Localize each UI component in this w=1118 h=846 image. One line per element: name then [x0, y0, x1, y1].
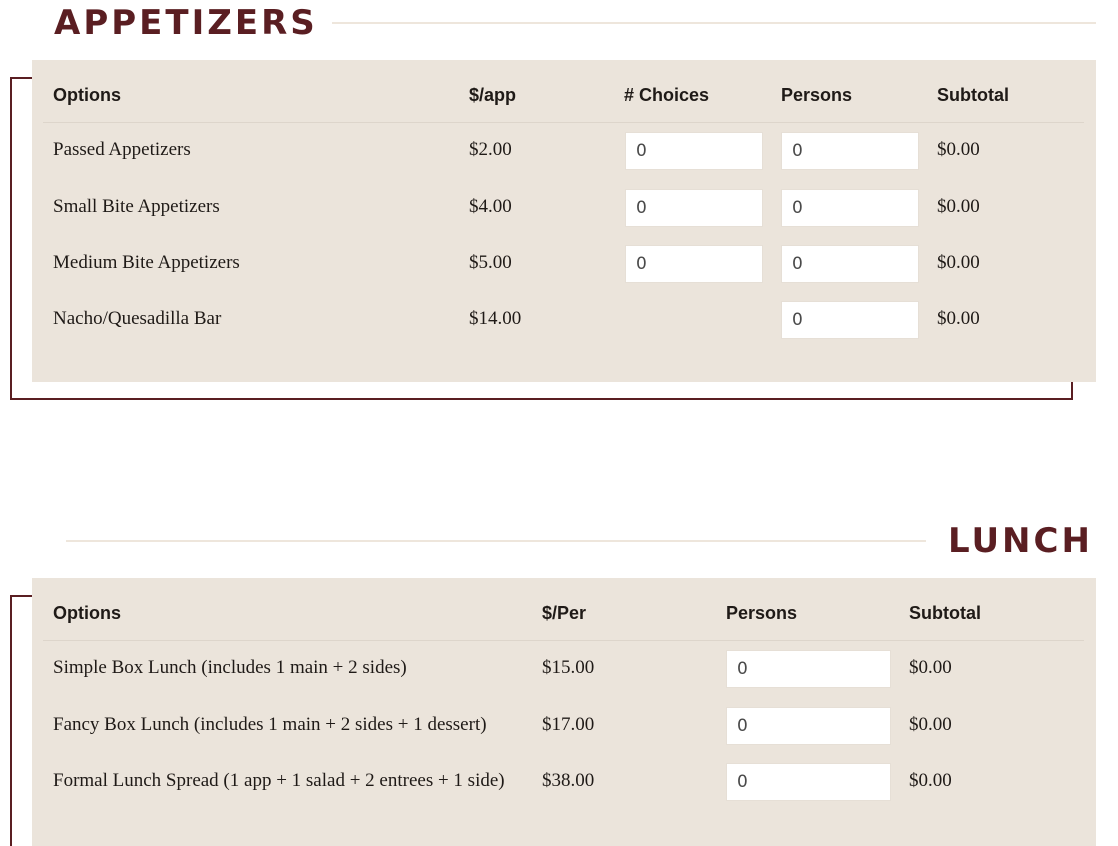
option-name: Medium Bite Appetizers	[53, 252, 240, 273]
option-price: $15.00	[542, 657, 595, 678]
row-subtotal: $0.00	[909, 657, 952, 678]
option-name: Formal Lunch Spread (1 app + 1 salad + 2 entrees + 1 side)	[53, 770, 505, 791]
header-options: Options	[53, 603, 121, 623]
table-row	[32, 762, 1096, 802]
persons-input[interactable]	[781, 132, 919, 170]
row-subtotal: $0.00	[937, 308, 980, 329]
table-row	[32, 244, 1096, 284]
row-subtotal: $0.00	[937, 196, 980, 217]
header-persons: Persons	[781, 85, 853, 105]
header-price: $/app	[469, 85, 517, 105]
choices-input[interactable]	[625, 132, 763, 170]
option-price: $17.00	[542, 714, 595, 735]
persons-input[interactable]	[781, 301, 919, 339]
persons-input[interactable]	[726, 650, 891, 688]
option-name: Nacho/Quesadilla Bar	[53, 308, 222, 329]
header-choices: # Choices	[624, 85, 710, 105]
choices-input[interactable]	[625, 189, 763, 227]
header-subtotal: Subtotal	[937, 85, 1009, 105]
table-row	[32, 300, 1096, 340]
appetizers-divider	[332, 22, 1096, 24]
lunch-bracket	[10, 595, 12, 846]
row-subtotal: $0.00	[909, 714, 952, 735]
header-persons: Persons	[726, 603, 798, 623]
option-name: Fancy Box Lunch (includes 1 main + 2 sides + 1 dessert)	[53, 714, 487, 735]
lunch-header-row	[43, 604, 1084, 641]
lunch-divider	[66, 540, 926, 542]
row-subtotal: $0.00	[937, 252, 980, 273]
option-name: Simple Box Lunch (includes 1 main + 2 sides)	[53, 657, 407, 678]
lunch-bracket-top	[10, 595, 34, 597]
row-subtotal: $0.00	[937, 139, 980, 160]
persons-input[interactable]	[726, 707, 891, 745]
lunch-title: LUNCH	[948, 521, 1093, 561]
persons-input[interactable]	[781, 189, 919, 227]
appetizers-bracket-right	[1071, 380, 1073, 400]
header-price: $/Per	[542, 603, 587, 623]
table-row	[32, 188, 1096, 228]
header-options: Options	[53, 85, 121, 105]
row-subtotal: $0.00	[909, 770, 952, 791]
table-row	[32, 706, 1096, 746]
appetizers-title: APPETIZERS	[54, 3, 318, 43]
appetizers-bracket-top	[10, 77, 34, 79]
lunch-table	[32, 578, 1096, 846]
option-price: $4.00	[469, 196, 512, 217]
persons-input[interactable]	[781, 245, 919, 283]
option-price: $2.00	[469, 139, 512, 160]
persons-input[interactable]	[726, 763, 891, 801]
appetizers-header-row	[43, 86, 1084, 123]
option-price: $38.00	[542, 770, 595, 791]
option-name: Passed Appetizers	[53, 139, 191, 160]
option-price: $5.00	[469, 252, 512, 273]
choices-input[interactable]	[625, 245, 763, 283]
option-name: Small Bite Appetizers	[53, 196, 220, 217]
table-row	[32, 650, 1096, 690]
appetizers-table	[32, 60, 1096, 382]
option-price: $14.00	[469, 308, 522, 329]
header-subtotal: Subtotal	[909, 603, 981, 623]
table-row	[32, 132, 1096, 172]
